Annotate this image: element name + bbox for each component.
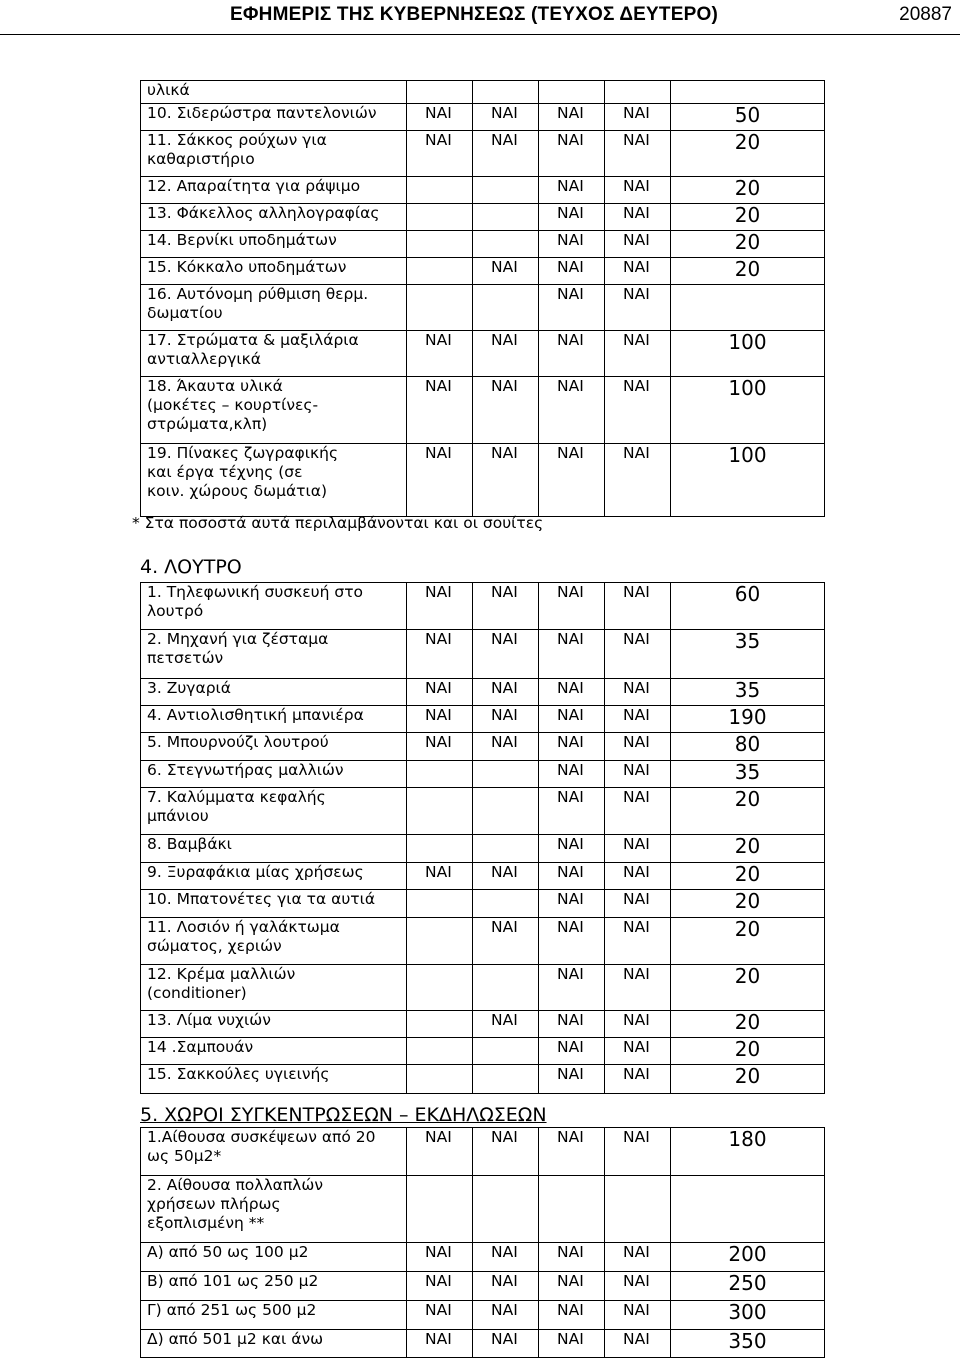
category-2-cell: ΝΑΙ bbox=[473, 377, 539, 444]
category-3-cell: ΝΑΙ bbox=[539, 583, 605, 630]
category-4-cell: ΝΑΙ bbox=[605, 706, 671, 733]
category-2-cell bbox=[473, 788, 539, 835]
table-row bbox=[141, 583, 825, 630]
category-3-cell: ΝΑΙ bbox=[539, 1301, 605, 1330]
category-3-cell: ΝΑΙ bbox=[539, 104, 605, 131]
category-1-cell bbox=[407, 1176, 473, 1243]
item-label: 13. Φάκελλος αλληλογραφίας bbox=[141, 204, 407, 231]
item-label: 1.Αίθουσα συσκέψεων από 20 ως 50μ2* bbox=[141, 1128, 407, 1176]
table-row bbox=[141, 81, 825, 104]
table-row bbox=[141, 1128, 825, 1176]
item-label: Β) από 101 ως 250 μ2 bbox=[141, 1272, 407, 1301]
table-row bbox=[141, 835, 825, 863]
category-3-cell: ΝΑΙ bbox=[539, 177, 605, 204]
category-1-cell bbox=[407, 890, 473, 918]
item-label: 15. Σακκούλες υγιεινής bbox=[141, 1065, 407, 1094]
points-value: 180 bbox=[671, 1128, 825, 1176]
category-2-cell bbox=[473, 285, 539, 331]
category-1-cell bbox=[407, 177, 473, 204]
category-3-cell: ΝΑΙ bbox=[539, 377, 605, 444]
points-value: 20 bbox=[671, 835, 825, 863]
category-1-cell: ΝΑΙ bbox=[407, 863, 473, 890]
points-value: 20 bbox=[671, 788, 825, 835]
table-row bbox=[141, 1065, 825, 1094]
points-value: 35 bbox=[671, 679, 825, 706]
points-value: 20 bbox=[671, 1011, 825, 1038]
category-2-cell bbox=[473, 177, 539, 204]
table-row bbox=[141, 1301, 825, 1330]
category-4-cell: ΝΑΙ bbox=[605, 918, 671, 965]
category-2-cell: ΝΑΙ bbox=[473, 733, 539, 761]
category-1-cell: ΝΑΙ bbox=[407, 104, 473, 131]
table-row bbox=[141, 285, 825, 331]
table-row bbox=[141, 863, 825, 890]
item-label: 2. Αίθουσα πολλαπλών χρήσεων πλήρως εξοπλισμένη ** bbox=[141, 1176, 407, 1243]
points-value: 20 bbox=[671, 258, 825, 285]
points-value: 80 bbox=[671, 733, 825, 761]
category-1-cell: ΝΑΙ bbox=[407, 583, 473, 630]
item-label: 5. Μπουρνούζι λουτρού bbox=[141, 733, 407, 761]
category-1-cell: ΝΑΙ bbox=[407, 733, 473, 761]
table-row bbox=[141, 706, 825, 733]
item-label: υλικά bbox=[141, 81, 407, 104]
category-4-cell: ΝΑΙ bbox=[605, 1038, 671, 1065]
item-label: 8. Βαμβάκι bbox=[141, 835, 407, 863]
category-2-cell bbox=[473, 1065, 539, 1094]
category-1-cell: ΝΑΙ bbox=[407, 377, 473, 444]
table-row bbox=[141, 630, 825, 679]
category-2-cell: ΝΑΙ bbox=[473, 1128, 539, 1176]
header-divider bbox=[0, 34, 960, 35]
category-2-cell bbox=[473, 835, 539, 863]
page-number: 20887 bbox=[899, 4, 952, 25]
category-4-cell: ΝΑΙ bbox=[605, 630, 671, 679]
category-2-cell bbox=[473, 890, 539, 918]
category-2-cell: ΝΑΙ bbox=[473, 679, 539, 706]
category-2-cell: ΝΑΙ bbox=[473, 131, 539, 177]
category-1-cell: ΝΑΙ bbox=[407, 1272, 473, 1301]
category-1-cell bbox=[407, 258, 473, 285]
points-value: 60 bbox=[671, 583, 825, 630]
table-row bbox=[141, 733, 825, 761]
table-row bbox=[141, 377, 825, 444]
item-label: 6. Στεγνωτήρας μαλλιών bbox=[141, 761, 407, 788]
category-3-cell: ΝΑΙ bbox=[539, 1038, 605, 1065]
category-4-cell: ΝΑΙ bbox=[605, 1011, 671, 1038]
category-1-cell bbox=[407, 918, 473, 965]
category-4-cell: ΝΑΙ bbox=[605, 258, 671, 285]
category-1-cell: ΝΑΙ bbox=[407, 131, 473, 177]
item-label: 13. Λίμα νυχιών bbox=[141, 1011, 407, 1038]
points-value: 20 bbox=[671, 177, 825, 204]
points-value: 20 bbox=[671, 231, 825, 258]
category-3-cell: ΝΑΙ bbox=[539, 231, 605, 258]
table-row bbox=[141, 204, 825, 231]
item-label: 10. Σιδερώστρα παντελονιών bbox=[141, 104, 407, 131]
table-row bbox=[141, 788, 825, 835]
category-4-cell: ΝΑΙ bbox=[605, 890, 671, 918]
footnote-suites: * Στα ποσοστά αυτά περιλαμβάνονται και οι σουίτες bbox=[132, 514, 544, 532]
item-label: 4. Αντιολισθητική μπανιέρα bbox=[141, 706, 407, 733]
item-label: 12. Απαραίτητα για ράψιμο bbox=[141, 177, 407, 204]
category-2-cell: ΝΑΙ bbox=[473, 1272, 539, 1301]
category-1-cell bbox=[407, 1038, 473, 1065]
points-value: 20 bbox=[671, 131, 825, 177]
category-4-cell: ΝΑΙ bbox=[605, 444, 671, 517]
table-row bbox=[141, 104, 825, 131]
category-1-cell bbox=[407, 231, 473, 258]
table-row bbox=[141, 231, 825, 258]
table-row bbox=[141, 177, 825, 204]
category-4-cell: ΝΑΙ bbox=[605, 1243, 671, 1272]
item-label: 19. Πίνακες ζωγραφικής και έργα τέχνης (σε κοιν. χώρους δωμάτια) bbox=[141, 444, 407, 517]
category-3-cell: ΝΑΙ bbox=[539, 1330, 605, 1358]
category-4-cell: ΝΑΙ bbox=[605, 204, 671, 231]
points-value: 20 bbox=[671, 965, 825, 1011]
category-1-cell: ΝΑΙ bbox=[407, 630, 473, 679]
category-3-cell: ΝΑΙ bbox=[539, 788, 605, 835]
points-value: 20 bbox=[671, 890, 825, 918]
category-4-cell: ΝΑΙ bbox=[605, 733, 671, 761]
category-4-cell: ΝΑΙ bbox=[605, 1065, 671, 1094]
item-label: 11. Λοσιόν ή γαλάκτωμα σώματος, χεριών bbox=[141, 918, 407, 965]
table-row bbox=[141, 258, 825, 285]
item-label: 18. Άκαυτα υλικά (μοκέτες – κουρτίνες- στρώματα,κλπ) bbox=[141, 377, 407, 444]
amenities-table-conference bbox=[140, 1127, 825, 1358]
category-4-cell: ΝΑΙ bbox=[605, 1301, 671, 1330]
category-3-cell: ΝΑΙ bbox=[539, 1011, 605, 1038]
header-title: ΕΦΗΜΕΡΙΣ ΤΗΣ ΚΥΒΕΡΝΗΣΕΩΣ (ΤΕΥΧΟΣ ΔΕΥΤΕΡΟ) bbox=[230, 4, 718, 25]
item-label: Γ) από 251 ως 500 μ2 bbox=[141, 1301, 407, 1330]
category-2-cell: ΝΑΙ bbox=[473, 1243, 539, 1272]
item-label: Δ) από 501 μ2 και άνω bbox=[141, 1330, 407, 1358]
category-3-cell: ΝΑΙ bbox=[539, 258, 605, 285]
category-4-cell bbox=[605, 81, 671, 104]
category-1-cell: ΝΑΙ bbox=[407, 331, 473, 377]
category-1-cell: ΝΑΙ bbox=[407, 1301, 473, 1330]
points-value: 300 bbox=[671, 1301, 825, 1330]
category-1-cell: ΝΑΙ bbox=[407, 444, 473, 517]
category-1-cell: ΝΑΙ bbox=[407, 679, 473, 706]
category-3-cell: ΝΑΙ bbox=[539, 835, 605, 863]
table-row bbox=[141, 918, 825, 965]
category-3-cell: ΝΑΙ bbox=[539, 918, 605, 965]
category-2-cell: ΝΑΙ bbox=[473, 863, 539, 890]
category-3-cell: ΝΑΙ bbox=[539, 1243, 605, 1272]
table-row bbox=[141, 890, 825, 918]
category-4-cell: ΝΑΙ bbox=[605, 1128, 671, 1176]
category-2-cell: ΝΑΙ bbox=[473, 444, 539, 517]
table-row bbox=[141, 679, 825, 706]
item-label: 14. Βερνίκι υποδημάτων bbox=[141, 231, 407, 258]
points-value: 20 bbox=[671, 204, 825, 231]
category-4-cell: ΝΑΙ bbox=[605, 1272, 671, 1301]
table-row bbox=[141, 965, 825, 1011]
category-4-cell: ΝΑΙ bbox=[605, 965, 671, 1011]
points-value: 100 bbox=[671, 331, 825, 377]
category-2-cell bbox=[473, 204, 539, 231]
points-value: 50 bbox=[671, 104, 825, 131]
category-2-cell: ΝΑΙ bbox=[473, 104, 539, 131]
category-2-cell bbox=[473, 1038, 539, 1065]
category-4-cell: ΝΑΙ bbox=[605, 788, 671, 835]
section-title-conference: 5. ΧΩΡΟΙ ΣΥΓΚΕΝΤΡΩΣΕΩΝ – ΕΚΔΗΛΩΣΕΩΝ bbox=[140, 1104, 547, 1126]
item-label: 12. Κρέμα μαλλιών (conditioner) bbox=[141, 965, 407, 1011]
points-value bbox=[671, 1176, 825, 1243]
table-row bbox=[141, 444, 825, 517]
category-4-cell: ΝΑΙ bbox=[605, 1330, 671, 1358]
points-value: 250 bbox=[671, 1272, 825, 1301]
category-2-cell: ΝΑΙ bbox=[473, 706, 539, 733]
amenities-table-bathroom bbox=[140, 582, 825, 1094]
category-2-cell: ΝΑΙ bbox=[473, 918, 539, 965]
category-3-cell: ΝΑΙ bbox=[539, 965, 605, 1011]
category-3-cell: ΝΑΙ bbox=[539, 285, 605, 331]
category-2-cell bbox=[473, 81, 539, 104]
category-1-cell bbox=[407, 1065, 473, 1094]
category-2-cell: ΝΑΙ bbox=[473, 331, 539, 377]
amenities-table-materials bbox=[140, 80, 825, 517]
category-1-cell bbox=[407, 1011, 473, 1038]
category-1-cell bbox=[407, 81, 473, 104]
category-2-cell: ΝΑΙ bbox=[473, 1011, 539, 1038]
category-4-cell: ΝΑΙ bbox=[605, 863, 671, 890]
points-value: 100 bbox=[671, 444, 825, 517]
category-1-cell bbox=[407, 788, 473, 835]
category-2-cell bbox=[473, 761, 539, 788]
category-4-cell bbox=[605, 1176, 671, 1243]
category-4-cell: ΝΑΙ bbox=[605, 285, 671, 331]
category-1-cell bbox=[407, 965, 473, 1011]
category-3-cell: ΝΑΙ bbox=[539, 1272, 605, 1301]
points-value: 20 bbox=[671, 863, 825, 890]
category-1-cell bbox=[407, 835, 473, 863]
category-4-cell: ΝΑΙ bbox=[605, 231, 671, 258]
category-1-cell bbox=[407, 761, 473, 788]
category-1-cell bbox=[407, 204, 473, 231]
category-4-cell: ΝΑΙ bbox=[605, 331, 671, 377]
table-row bbox=[141, 1176, 825, 1243]
category-4-cell: ΝΑΙ bbox=[605, 131, 671, 177]
category-4-cell: ΝΑΙ bbox=[605, 377, 671, 444]
page-header bbox=[0, 0, 960, 40]
category-2-cell: ΝΑΙ bbox=[473, 258, 539, 285]
category-2-cell: ΝΑΙ bbox=[473, 1330, 539, 1358]
table-row bbox=[141, 331, 825, 377]
category-3-cell: ΝΑΙ bbox=[539, 1128, 605, 1176]
table-row bbox=[141, 1038, 825, 1065]
table-row bbox=[141, 761, 825, 788]
item-label: 14 .Σαμπουάν bbox=[141, 1038, 407, 1065]
category-3-cell: ΝΑΙ bbox=[539, 204, 605, 231]
category-3-cell: ΝΑΙ bbox=[539, 679, 605, 706]
category-3-cell: ΝΑΙ bbox=[539, 331, 605, 377]
points-value: 350 bbox=[671, 1330, 825, 1358]
category-3-cell bbox=[539, 1176, 605, 1243]
category-3-cell: ΝΑΙ bbox=[539, 444, 605, 517]
points-value: 35 bbox=[671, 761, 825, 788]
category-1-cell: ΝΑΙ bbox=[407, 1330, 473, 1358]
item-label: 1. Τηλεφωνική συσκευή στο λουτρό bbox=[141, 583, 407, 630]
category-2-cell: ΝΑΙ bbox=[473, 630, 539, 679]
category-2-cell: ΝΑΙ bbox=[473, 583, 539, 630]
item-label: Α) από 50 ως 100 μ2 bbox=[141, 1243, 407, 1272]
category-3-cell: ΝΑΙ bbox=[539, 131, 605, 177]
category-3-cell: ΝΑΙ bbox=[539, 761, 605, 788]
table-row bbox=[141, 131, 825, 177]
points-value: 190 bbox=[671, 706, 825, 733]
item-label: 17. Στρώματα & μαξιλάρια αντιαλλεργικά bbox=[141, 331, 407, 377]
item-label: 11. Σάκκος ρούχων για καθαριστήριο bbox=[141, 131, 407, 177]
category-3-cell: ΝΑΙ bbox=[539, 733, 605, 761]
category-2-cell bbox=[473, 965, 539, 1011]
points-value: 20 bbox=[671, 918, 825, 965]
category-4-cell: ΝΑΙ bbox=[605, 177, 671, 204]
category-4-cell: ΝΑΙ bbox=[605, 835, 671, 863]
category-4-cell: ΝΑΙ bbox=[605, 104, 671, 131]
item-label: 16. Αυτόνομη ρύθμιση θερμ. δωματίου bbox=[141, 285, 407, 331]
points-value: 100 bbox=[671, 377, 825, 444]
category-2-cell bbox=[473, 231, 539, 258]
item-label: 7. Καλύμματα κεφαλής μπάνιου bbox=[141, 788, 407, 835]
category-1-cell bbox=[407, 285, 473, 331]
category-2-cell: ΝΑΙ bbox=[473, 1301, 539, 1330]
table-row bbox=[141, 1011, 825, 1038]
category-2-cell bbox=[473, 1176, 539, 1243]
category-1-cell: ΝΑΙ bbox=[407, 1243, 473, 1272]
category-1-cell: ΝΑΙ bbox=[407, 1128, 473, 1176]
points-value bbox=[671, 285, 825, 331]
points-value: 200 bbox=[671, 1243, 825, 1272]
section-title-bathroom: 4. ΛΟΥΤΡΟ bbox=[140, 556, 242, 578]
item-label: 10. Μπατονέτες για τα αυτιά bbox=[141, 890, 407, 918]
category-4-cell: ΝΑΙ bbox=[605, 761, 671, 788]
points-value: 35 bbox=[671, 630, 825, 679]
item-label: 3. Ζυγαριά bbox=[141, 679, 407, 706]
category-3-cell: ΝΑΙ bbox=[539, 890, 605, 918]
category-1-cell: ΝΑΙ bbox=[407, 706, 473, 733]
category-3-cell: ΝΑΙ bbox=[539, 706, 605, 733]
table-row bbox=[141, 1243, 825, 1272]
item-label: 15. Κόκκαλο υποδημάτων bbox=[141, 258, 407, 285]
item-label: 9. Ξυραφάκια μίας χρήσεως bbox=[141, 863, 407, 890]
category-3-cell: ΝΑΙ bbox=[539, 863, 605, 890]
points-value: 20 bbox=[671, 1038, 825, 1065]
category-3-cell bbox=[539, 81, 605, 104]
item-label: 2. Μηχανή για ζέσταμα πετσετών bbox=[141, 630, 407, 679]
points-value: 20 bbox=[671, 1065, 825, 1094]
category-3-cell: ΝΑΙ bbox=[539, 1065, 605, 1094]
category-3-cell: ΝΑΙ bbox=[539, 630, 605, 679]
points-value bbox=[671, 81, 825, 104]
table-row bbox=[141, 1272, 825, 1301]
category-4-cell: ΝΑΙ bbox=[605, 583, 671, 630]
category-4-cell: ΝΑΙ bbox=[605, 679, 671, 706]
table-row bbox=[141, 1330, 825, 1358]
